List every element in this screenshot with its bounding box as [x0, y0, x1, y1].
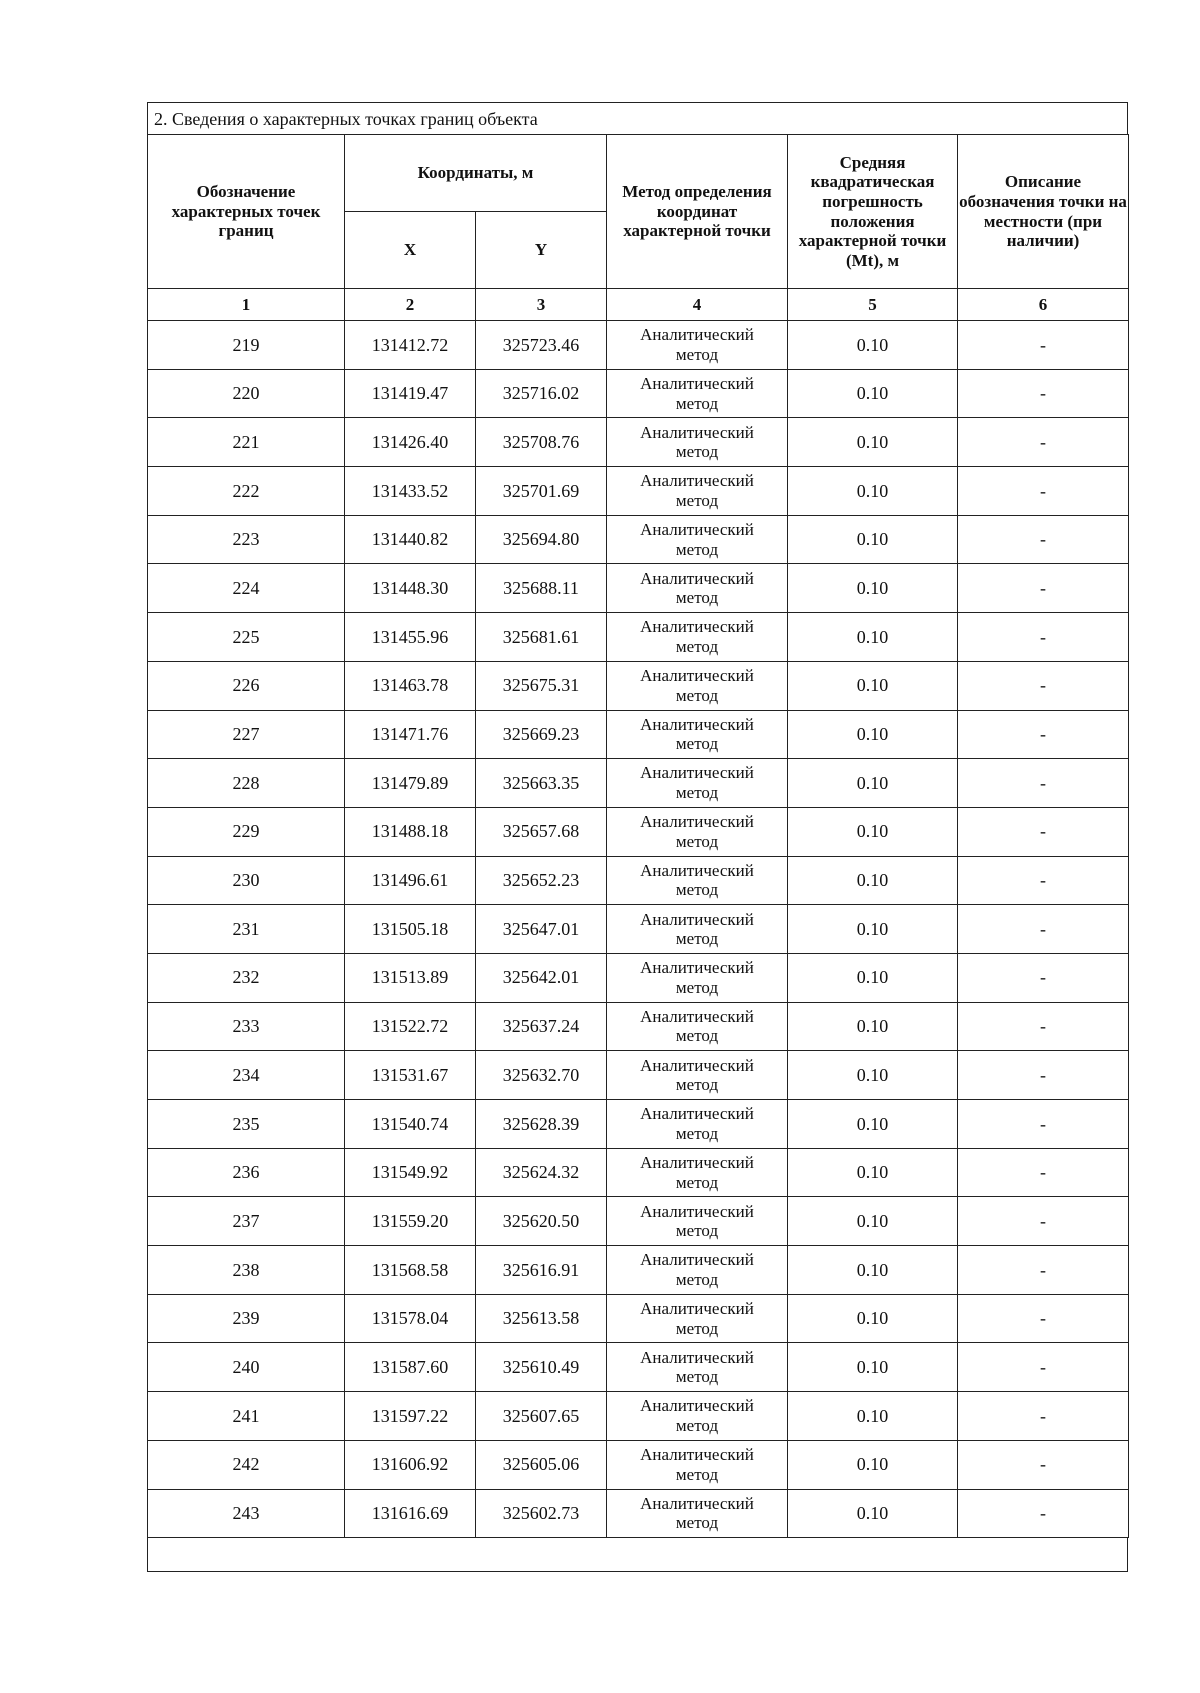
- method-cell: [607, 905, 788, 954]
- header-description: Описание обозначения точки на местности (при наличии): [958, 135, 1129, 289]
- method-cell: [607, 1148, 788, 1197]
- method-line: Аналитический: [640, 1445, 754, 1465]
- table-row: [148, 418, 1129, 467]
- description-cell: -: [958, 1343, 1129, 1392]
- method-line: Аналитический: [640, 1299, 754, 1319]
- table-row: [148, 661, 1129, 710]
- point-cell: 226: [148, 661, 345, 710]
- y-coordinate-cell: 325663.35: [476, 759, 607, 808]
- table-footer-row: [147, 1538, 1128, 1572]
- y-coordinate-cell: 325613.58: [476, 1294, 607, 1343]
- error-cell: 0.10: [788, 1489, 958, 1538]
- y-coordinate-cell: 325701.69: [476, 467, 607, 516]
- point-cell: 224: [148, 564, 345, 613]
- method-line: Аналитический: [640, 1006, 754, 1026]
- description-cell: -: [958, 467, 1129, 516]
- description-cell: -: [958, 661, 1129, 710]
- method-line: Аналитический: [640, 1152, 754, 1172]
- column-number: 4: [607, 289, 788, 321]
- description-cell: -: [958, 515, 1129, 564]
- method-line: Аналитический: [640, 1201, 754, 1221]
- description-cell: -: [958, 1489, 1129, 1538]
- point-cell: 237: [148, 1197, 345, 1246]
- y-coordinate-cell: 325616.91: [476, 1246, 607, 1295]
- header-point: Обозначение характерных точек границ: [148, 135, 345, 289]
- description-cell: -: [958, 1100, 1129, 1149]
- x-coordinate-cell: 131606.92: [345, 1440, 476, 1489]
- method-cell: [607, 1197, 788, 1246]
- header-x: X: [345, 212, 476, 289]
- x-coordinate-cell: 131568.58: [345, 1246, 476, 1295]
- y-coordinate-cell: 325694.80: [476, 515, 607, 564]
- method-line: Аналитический: [640, 1250, 754, 1270]
- description-cell: -: [958, 1197, 1129, 1246]
- method-line: метод: [675, 1269, 719, 1289]
- method-line: Аналитический: [640, 909, 754, 929]
- point-cell: 228: [148, 759, 345, 808]
- document-sheet: [147, 102, 1128, 1572]
- y-coordinate-cell: 325681.61: [476, 613, 607, 662]
- table-row: [148, 1002, 1129, 1051]
- error-cell: 0.10: [788, 807, 958, 856]
- y-coordinate-cell: 325632.70: [476, 1051, 607, 1100]
- method-cell: [607, 564, 788, 613]
- table-row: [148, 1440, 1129, 1489]
- table-row: [148, 1051, 1129, 1100]
- boundary-points-table: [147, 134, 1129, 1538]
- point-cell: 221: [148, 418, 345, 467]
- method-line: метод: [675, 783, 719, 803]
- description-cell: -: [958, 1148, 1129, 1197]
- method-line: метод: [675, 734, 719, 754]
- point-cell: 220: [148, 369, 345, 418]
- x-coordinate-cell: 131412.72: [345, 321, 476, 370]
- method-cell: [607, 515, 788, 564]
- x-coordinate-cell: 131549.92: [345, 1148, 476, 1197]
- error-cell: 0.10: [788, 953, 958, 1002]
- method-cell: [607, 807, 788, 856]
- method-cell: [607, 1440, 788, 1489]
- x-coordinate-cell: 131597.22: [345, 1392, 476, 1441]
- y-coordinate-cell: 325723.46: [476, 321, 607, 370]
- method-line: метод: [675, 539, 719, 559]
- point-cell: 238: [148, 1246, 345, 1295]
- method-line: Аналитический: [640, 958, 754, 978]
- column-number: 5: [788, 289, 958, 321]
- column-number: 2: [345, 289, 476, 321]
- error-cell: 0.10: [788, 321, 958, 370]
- table-row: [148, 1489, 1129, 1538]
- method-line: метод: [675, 1367, 719, 1387]
- point-cell: 243: [148, 1489, 345, 1538]
- description-cell: -: [958, 1002, 1129, 1051]
- y-coordinate-cell: 325716.02: [476, 369, 607, 418]
- table-row: [148, 759, 1129, 808]
- method-line: метод: [675, 1318, 719, 1338]
- method-cell: [607, 661, 788, 710]
- y-coordinate-cell: 325652.23: [476, 856, 607, 905]
- point-cell: 242: [148, 1440, 345, 1489]
- method-cell: [607, 1100, 788, 1149]
- x-coordinate-cell: 131440.82: [345, 515, 476, 564]
- method-line: метод: [675, 344, 719, 364]
- method-cell: [607, 369, 788, 418]
- method-line: метод: [675, 685, 719, 705]
- method-line: метод: [675, 636, 719, 656]
- description-cell: -: [958, 1294, 1129, 1343]
- error-cell: 0.10: [788, 1440, 958, 1489]
- table-row: [148, 1197, 1129, 1246]
- x-coordinate-cell: 131587.60: [345, 1343, 476, 1392]
- error-cell: 0.10: [788, 1392, 958, 1441]
- method-line: Аналитический: [640, 1347, 754, 1367]
- method-cell: [607, 613, 788, 662]
- error-cell: 0.10: [788, 759, 958, 808]
- header-coords: Координаты, м: [345, 135, 607, 212]
- y-coordinate-cell: 325708.76: [476, 418, 607, 467]
- description-cell: -: [958, 856, 1129, 905]
- error-cell: 0.10: [788, 467, 958, 516]
- y-coordinate-cell: 325620.50: [476, 1197, 607, 1246]
- method-line: Аналитический: [640, 1104, 754, 1124]
- table-row: [148, 1343, 1129, 1392]
- method-line: Аналитический: [640, 422, 754, 442]
- x-coordinate-cell: 131488.18: [345, 807, 476, 856]
- method-line: Аналитический: [640, 763, 754, 783]
- header-y: Y: [476, 212, 607, 289]
- method-cell: [607, 1246, 788, 1295]
- column-number: 6: [958, 289, 1129, 321]
- method-cell: [607, 1294, 788, 1343]
- table-row: [148, 1100, 1129, 1149]
- point-cell: 236: [148, 1148, 345, 1197]
- y-coordinate-cell: 325602.73: [476, 1489, 607, 1538]
- section-title: 2. Сведения о характерных точках границ объекта: [147, 102, 1128, 134]
- method-line: метод: [675, 490, 719, 510]
- x-coordinate-cell: 131540.74: [345, 1100, 476, 1149]
- x-coordinate-cell: 131471.76: [345, 710, 476, 759]
- description-cell: -: [958, 710, 1129, 759]
- x-coordinate-cell: 131496.61: [345, 856, 476, 905]
- table-row: [148, 564, 1129, 613]
- table-body: [148, 321, 1129, 1538]
- description-cell: -: [958, 953, 1129, 1002]
- error-cell: 0.10: [788, 1051, 958, 1100]
- table-row: [148, 807, 1129, 856]
- point-cell: 225: [148, 613, 345, 662]
- x-coordinate-cell: 131559.20: [345, 1197, 476, 1246]
- table-row: [148, 1392, 1129, 1441]
- description-cell: -: [958, 418, 1129, 467]
- method-line: Аналитический: [640, 471, 754, 491]
- method-line: метод: [675, 831, 719, 851]
- method-line: Аналитический: [640, 860, 754, 880]
- column-number: 3: [476, 289, 607, 321]
- description-cell: -: [958, 1392, 1129, 1441]
- error-cell: 0.10: [788, 613, 958, 662]
- method-line: метод: [675, 588, 719, 608]
- x-coordinate-cell: 131433.52: [345, 467, 476, 516]
- method-cell: [607, 759, 788, 808]
- x-coordinate-cell: 131522.72: [345, 1002, 476, 1051]
- x-coordinate-cell: 131426.40: [345, 418, 476, 467]
- y-coordinate-cell: 325647.01: [476, 905, 607, 954]
- point-cell: 241: [148, 1392, 345, 1441]
- error-cell: 0.10: [788, 1246, 958, 1295]
- description-cell: -: [958, 807, 1129, 856]
- method-line: метод: [675, 1513, 719, 1533]
- method-line: Аналитический: [640, 520, 754, 540]
- method-cell: [607, 467, 788, 516]
- method-line: метод: [675, 393, 719, 413]
- error-cell: 0.10: [788, 710, 958, 759]
- error-cell: 0.10: [788, 515, 958, 564]
- table-row: [148, 856, 1129, 905]
- table-row: [148, 1294, 1129, 1343]
- y-coordinate-cell: 325628.39: [476, 1100, 607, 1149]
- method-line: Аналитический: [640, 373, 754, 393]
- method-line: Аналитический: [640, 568, 754, 588]
- table-row: [148, 321, 1129, 370]
- y-coordinate-cell: 325669.23: [476, 710, 607, 759]
- description-cell: -: [958, 1246, 1129, 1295]
- method-line: Аналитический: [640, 812, 754, 832]
- method-line: метод: [675, 442, 719, 462]
- method-line: Аналитический: [640, 1493, 754, 1513]
- error-cell: 0.10: [788, 1002, 958, 1051]
- x-coordinate-cell: 131531.67: [345, 1051, 476, 1100]
- x-coordinate-cell: 131513.89: [345, 953, 476, 1002]
- method-line: метод: [675, 1123, 719, 1143]
- x-coordinate-cell: 131419.47: [345, 369, 476, 418]
- method-cell: [607, 1051, 788, 1100]
- header-method: Метод определения координат характерной точки: [607, 135, 788, 289]
- header-error: Средняя квадратическая погрешность положения характерной точки (Mt), м: [788, 135, 958, 289]
- y-coordinate-cell: 325637.24: [476, 1002, 607, 1051]
- point-cell: 232: [148, 953, 345, 1002]
- error-cell: 0.10: [788, 856, 958, 905]
- x-coordinate-cell: 131479.89: [345, 759, 476, 808]
- table-row: [148, 710, 1129, 759]
- method-line: метод: [675, 1464, 719, 1484]
- x-coordinate-cell: 131463.78: [345, 661, 476, 710]
- method-line: метод: [675, 1415, 719, 1435]
- y-coordinate-cell: 325675.31: [476, 661, 607, 710]
- y-coordinate-cell: 325657.68: [476, 807, 607, 856]
- y-coordinate-cell: 325605.06: [476, 1440, 607, 1489]
- y-coordinate-cell: 325624.32: [476, 1148, 607, 1197]
- method-line: метод: [675, 1172, 719, 1192]
- error-cell: 0.10: [788, 564, 958, 613]
- x-coordinate-cell: 131616.69: [345, 1489, 476, 1538]
- description-cell: -: [958, 1051, 1129, 1100]
- error-cell: 0.10: [788, 1343, 958, 1392]
- point-cell: 231: [148, 905, 345, 954]
- table-row: [148, 515, 1129, 564]
- description-cell: -: [958, 759, 1129, 808]
- table-row: [148, 467, 1129, 516]
- y-coordinate-cell: 325607.65: [476, 1392, 607, 1441]
- error-cell: 0.10: [788, 1148, 958, 1197]
- table-row: [148, 905, 1129, 954]
- point-cell: 233: [148, 1002, 345, 1051]
- point-cell: 222: [148, 467, 345, 516]
- error-cell: 0.10: [788, 1100, 958, 1149]
- method-line: Аналитический: [640, 1055, 754, 1075]
- table-row: [148, 613, 1129, 662]
- method-line: Аналитический: [640, 617, 754, 637]
- point-cell: 219: [148, 321, 345, 370]
- x-coordinate-cell: 131578.04: [345, 1294, 476, 1343]
- method-line: Аналитический: [640, 1396, 754, 1416]
- table-row: [148, 369, 1129, 418]
- error-cell: 0.10: [788, 369, 958, 418]
- point-cell: 235: [148, 1100, 345, 1149]
- y-coordinate-cell: 325610.49: [476, 1343, 607, 1392]
- x-coordinate-cell: 131448.30: [345, 564, 476, 613]
- description-cell: -: [958, 369, 1129, 418]
- error-cell: 0.10: [788, 661, 958, 710]
- error-cell: 0.10: [788, 905, 958, 954]
- method-line: Аналитический: [640, 714, 754, 734]
- table-row: [148, 953, 1129, 1002]
- column-number: 1: [148, 289, 345, 321]
- error-cell: 0.10: [788, 1197, 958, 1246]
- method-line: Аналитический: [640, 325, 754, 345]
- x-coordinate-cell: 131455.96: [345, 613, 476, 662]
- method-cell: [607, 856, 788, 905]
- method-cell: [607, 953, 788, 1002]
- description-cell: -: [958, 321, 1129, 370]
- point-cell: 239: [148, 1294, 345, 1343]
- description-cell: -: [958, 613, 1129, 662]
- point-cell: 234: [148, 1051, 345, 1100]
- point-cell: 223: [148, 515, 345, 564]
- table-row: [148, 1246, 1129, 1295]
- y-coordinate-cell: 325642.01: [476, 953, 607, 1002]
- description-cell: -: [958, 1440, 1129, 1489]
- point-cell: 230: [148, 856, 345, 905]
- point-cell: 227: [148, 710, 345, 759]
- method-line: метод: [675, 1075, 719, 1095]
- error-cell: 0.10: [788, 418, 958, 467]
- method-cell: [607, 710, 788, 759]
- y-coordinate-cell: 325688.11: [476, 564, 607, 613]
- method-line: Аналитический: [640, 666, 754, 686]
- method-cell: [607, 1489, 788, 1538]
- method-line: метод: [675, 1026, 719, 1046]
- method-cell: [607, 1392, 788, 1441]
- method-cell: [607, 418, 788, 467]
- method-line: метод: [675, 977, 719, 997]
- method-cell: [607, 1343, 788, 1392]
- method-cell: [607, 1002, 788, 1051]
- point-cell: 229: [148, 807, 345, 856]
- method-line: метод: [675, 880, 719, 900]
- point-cell: 240: [148, 1343, 345, 1392]
- method-line: метод: [675, 1221, 719, 1241]
- method-cell: [607, 321, 788, 370]
- x-coordinate-cell: 131505.18: [345, 905, 476, 954]
- table-row: [148, 1148, 1129, 1197]
- description-cell: -: [958, 564, 1129, 613]
- error-cell: 0.10: [788, 1294, 958, 1343]
- method-line: метод: [675, 929, 719, 949]
- description-cell: -: [958, 905, 1129, 954]
